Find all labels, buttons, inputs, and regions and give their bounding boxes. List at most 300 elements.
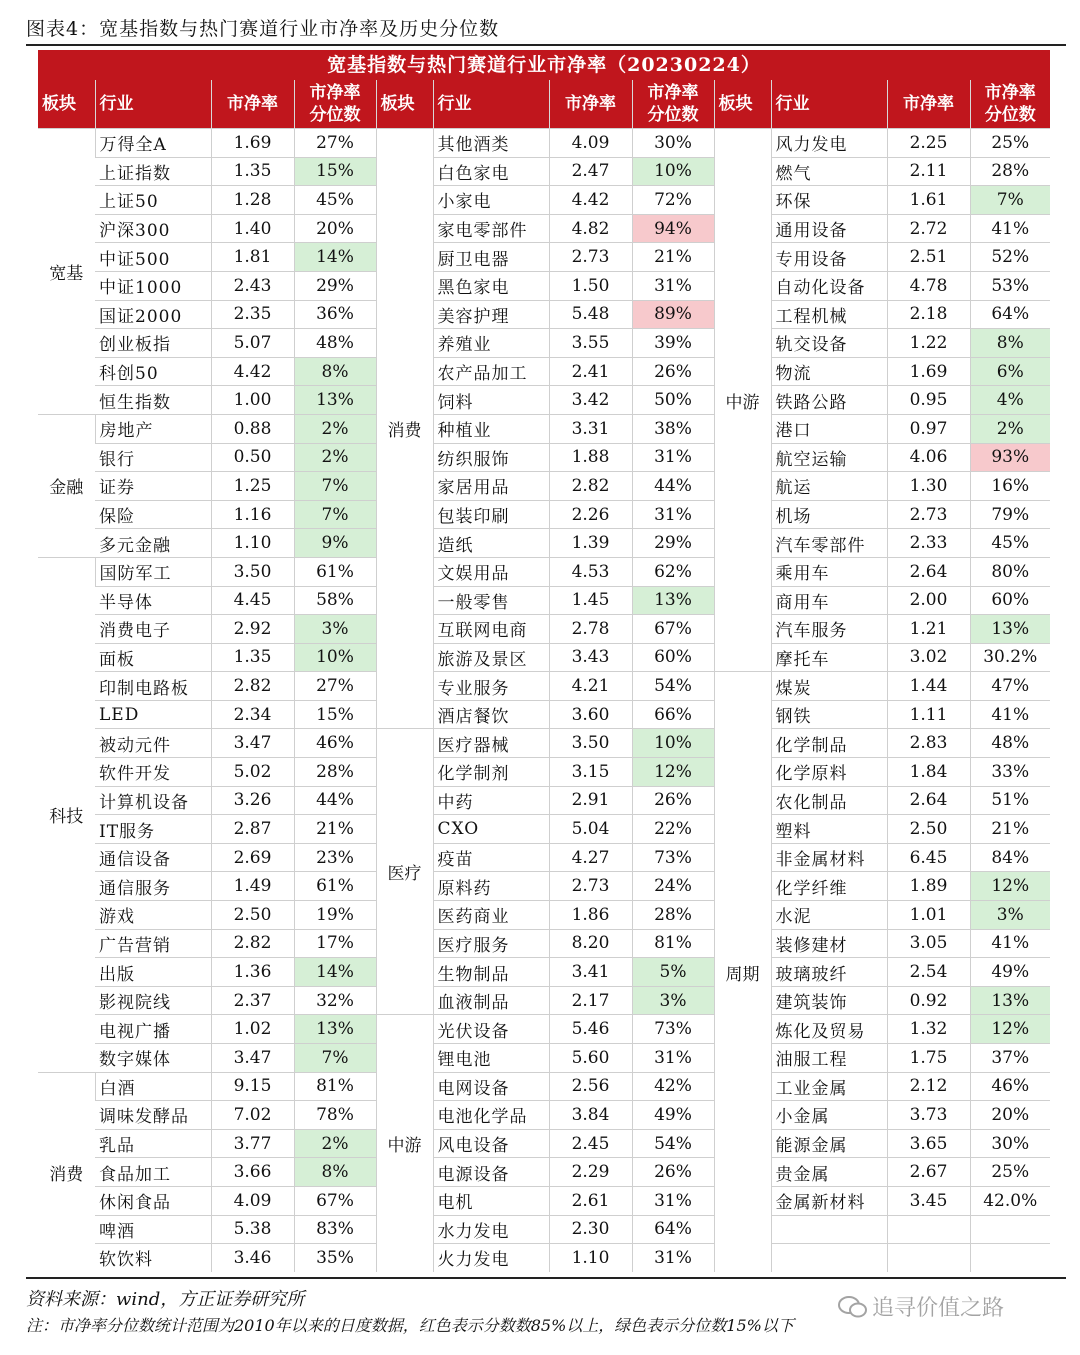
industry-name: 火力发电 [433, 1244, 549, 1272]
industry-name: 医疗服务 [433, 929, 549, 958]
pb-value: 1.10 [211, 529, 294, 558]
wechat-icon [838, 1296, 868, 1318]
pb-value: 2.51 [887, 243, 970, 272]
pb-value: 1.32 [887, 1015, 970, 1044]
industry-name: 休闲食品 [95, 1186, 211, 1215]
percentile-value: 7% [970, 186, 1050, 215]
pb-value: 3.05 [887, 929, 970, 958]
percentile-value: 52% [970, 243, 1050, 272]
industry-name: 专用设备 [771, 243, 887, 272]
pb-value: 1.22 [887, 329, 970, 358]
industry-name: 摩托车 [771, 643, 887, 672]
industry-name: 农产品加工 [433, 357, 549, 386]
percentile-value: 35% [294, 1244, 376, 1272]
industry-name: 多元金融 [95, 529, 211, 558]
pb-value: 2.50 [211, 901, 294, 930]
industry-name: 通信设备 [95, 843, 211, 872]
percentile-value: 41% [970, 929, 1050, 958]
header-row [38, 80, 1050, 129]
percentile-value: 21% [632, 243, 714, 272]
percentile-value: 26% [632, 357, 714, 386]
segment-label: 周期 [714, 672, 771, 1272]
percentile-value: 31% [632, 500, 714, 529]
table-row [38, 529, 1050, 558]
header-pb: 市净率 [211, 80, 294, 129]
industry-name: 养殖业 [433, 329, 549, 358]
pb-value: 2.82 [211, 672, 294, 701]
industry-name: 出版 [95, 958, 211, 987]
industry-name: 科创50 [95, 357, 211, 386]
pb-value: 1.16 [211, 500, 294, 529]
percentile-value: 93% [970, 443, 1050, 472]
table-row [38, 472, 1050, 501]
percentile-value: 30.2% [970, 643, 1050, 672]
segment-label: 中游 [714, 129, 771, 672]
table-row [38, 500, 1050, 529]
table-row [38, 586, 1050, 615]
percentile-value: 31% [632, 1186, 714, 1215]
pb-value: 5.48 [549, 300, 632, 329]
percentile-value: 21% [294, 815, 376, 844]
table-row [38, 271, 1050, 300]
segment-label: 中游 [376, 1015, 433, 1272]
percentile-value: 45% [970, 529, 1050, 558]
pb-value: 2.29 [549, 1158, 632, 1187]
pb-value: 3.41 [549, 958, 632, 987]
industry-name: 面板 [95, 643, 211, 672]
industry-name: 旅游及景区 [433, 643, 549, 672]
pb-value: 2.73 [549, 872, 632, 901]
industry-name: 影视院线 [95, 986, 211, 1015]
percentile-value: 28% [294, 758, 376, 787]
industry-name: 恒生指数 [95, 386, 211, 415]
industry-name: 国防军工 [95, 557, 211, 586]
pb-value: 2.45 [549, 1129, 632, 1158]
table-row [38, 357, 1050, 386]
table-row [38, 1215, 1050, 1244]
percentile-value: 27% [294, 672, 376, 701]
percentile-value: 29% [294, 271, 376, 300]
percentile-value: 12% [970, 1015, 1050, 1044]
percentile-value: 84% [970, 843, 1050, 872]
pb-value: 3.77 [211, 1129, 294, 1158]
pb-value: 5.60 [549, 1044, 632, 1073]
industry-name: 物流 [771, 357, 887, 386]
pb-value: 5.38 [211, 1215, 294, 1244]
percentile-value: 13% [970, 986, 1050, 1015]
pb-value: 1.00 [211, 386, 294, 415]
industry-name: 保险 [95, 500, 211, 529]
pb-value: 2.54 [887, 958, 970, 987]
percentile-value: 6% [970, 357, 1050, 386]
percentile-value: 81% [632, 929, 714, 958]
industry-name [771, 1244, 887, 1272]
table-row [38, 300, 1050, 329]
table-row [38, 758, 1050, 787]
pb-value: 2.30 [549, 1215, 632, 1244]
source-line: 资料来源：wind，方正证券研究所 [26, 1289, 305, 1310]
industry-name: 其他酒类 [433, 129, 549, 158]
pb-value: 1.69 [211, 129, 294, 158]
pb-value: 3.73 [887, 1101, 970, 1130]
percentile-value: 46% [294, 729, 376, 758]
table-row [38, 1101, 1050, 1130]
pb-value: 1.36 [211, 958, 294, 987]
industry-name: 环保 [771, 186, 887, 215]
pb-value: 4.82 [549, 214, 632, 243]
industry-name: 黑色家电 [433, 271, 549, 300]
industry-name: 专业服务 [433, 672, 549, 701]
percentile-value: 7% [294, 1044, 376, 1073]
percentile-value: 16% [970, 472, 1050, 501]
industry-name: 电机 [433, 1186, 549, 1215]
industry-name: 通信服务 [95, 872, 211, 901]
industry-name: 玻璃玻纤 [771, 958, 887, 987]
percentile-value: 42.0% [970, 1186, 1050, 1215]
segment-label: 医疗 [376, 729, 433, 1015]
percentile-value: 28% [632, 901, 714, 930]
table-row [38, 1072, 1050, 1101]
industry-name: LED [95, 700, 211, 729]
pb-value: 1.44 [887, 672, 970, 701]
percentile-value: 45% [294, 186, 376, 215]
pb-value: 4.09 [211, 1186, 294, 1215]
pb-value: 2.82 [211, 929, 294, 958]
pb-value: 2.91 [549, 786, 632, 815]
table-row [38, 1044, 1050, 1073]
industry-name: 沪深300 [95, 214, 211, 243]
table-row [38, 186, 1050, 215]
industry-name: 万得全A [95, 129, 211, 158]
industry-name: 饲料 [433, 386, 549, 415]
table-row [38, 1015, 1050, 1044]
percentile-value: 53% [970, 271, 1050, 300]
industry-name: 文娱用品 [433, 557, 549, 586]
pb-value: 3.50 [549, 729, 632, 758]
pb-value [887, 1244, 970, 1272]
header-pct-line1: 市净率 [309, 83, 361, 103]
percentile-value: 48% [294, 329, 376, 358]
pb-value: 2.11 [887, 157, 970, 186]
percentile-value: 4% [970, 386, 1050, 415]
industry-name: 医药商业 [433, 901, 549, 930]
pb-value: 2.78 [549, 615, 632, 644]
industry-name: 燃气 [771, 157, 887, 186]
pb-value: 2.47 [549, 157, 632, 186]
table-row [38, 1158, 1050, 1187]
industry-name: 酒店餐饮 [433, 700, 549, 729]
industry-name: 工业金属 [771, 1072, 887, 1101]
header-pct-line2: 分位数 [309, 105, 361, 125]
pb-value [887, 1215, 970, 1244]
pb-value: 2.43 [211, 271, 294, 300]
percentile-value: 10% [294, 643, 376, 672]
segment-label: 消费 [38, 1072, 95, 1272]
pb-value: 1.40 [211, 214, 294, 243]
percentile-value: 31% [632, 443, 714, 472]
header-pct-line1: 市净率 [647, 83, 699, 103]
pb-value: 5.04 [549, 815, 632, 844]
pb-value: 1.25 [211, 472, 294, 501]
percentile-value: 41% [970, 700, 1050, 729]
percentile-value: 13% [294, 1015, 376, 1044]
pb-value: 3.15 [549, 758, 632, 787]
industry-name [771, 1215, 887, 1244]
industry-name: 广告营销 [95, 929, 211, 958]
percentile-value: 67% [632, 615, 714, 644]
industry-name: 软件开发 [95, 758, 211, 787]
percentile-value: 14% [294, 958, 376, 987]
header-segment: 板块 [714, 80, 771, 129]
pb-value: 2.41 [549, 357, 632, 386]
percentile-value: 3% [632, 986, 714, 1015]
header-percentile [632, 80, 714, 129]
segment-label: 消费 [376, 129, 433, 729]
percentile-value: 31% [632, 1044, 714, 1073]
table-title: 宽基指数与热门赛道行业市净率（20230224） [38, 50, 1050, 80]
pb-value: 1.28 [211, 186, 294, 215]
industry-name: 锂电池 [433, 1044, 549, 1073]
percentile-value: 20% [294, 214, 376, 243]
industry-name: 房地产 [95, 414, 211, 443]
industry-name: 乘用车 [771, 557, 887, 586]
industry-name: 国证2000 [95, 300, 211, 329]
percentile-value: 41% [970, 214, 1050, 243]
industry-name: 家电零部件 [433, 214, 549, 243]
percentile-value: 49% [632, 1101, 714, 1130]
pb-value: 4.45 [211, 586, 294, 615]
industry-name: 自动化设备 [771, 271, 887, 300]
percentile-value: 12% [632, 758, 714, 787]
percentile-value: 46% [970, 1072, 1050, 1101]
percentile-value: 62% [632, 557, 714, 586]
percentile-value: 8% [294, 357, 376, 386]
table-row [38, 243, 1050, 272]
industry-name: 油服工程 [771, 1044, 887, 1073]
percentile-value: 47% [970, 672, 1050, 701]
percentile-value: 14% [294, 243, 376, 272]
percentile-value: 8% [294, 1158, 376, 1187]
industry-name: 农化制品 [771, 786, 887, 815]
industry-name: 建筑装饰 [771, 986, 887, 1015]
pb-value: 4.27 [549, 843, 632, 872]
header-pct-line2: 分位数 [647, 105, 699, 125]
industry-name: 机场 [771, 500, 887, 529]
pb-value: 1.61 [887, 186, 970, 215]
percentile-value: 73% [632, 843, 714, 872]
percentile-value: 26% [632, 786, 714, 815]
percentile-value: 28% [970, 157, 1050, 186]
table-row [38, 843, 1050, 872]
industry-name: 被动元件 [95, 729, 211, 758]
industry-name: 光伏设备 [433, 1015, 549, 1044]
pb-value: 8.20 [549, 929, 632, 958]
percentile-value: 25% [970, 1158, 1050, 1187]
percentile-value: 44% [294, 786, 376, 815]
industry-name: 生物制品 [433, 958, 549, 987]
industry-name: 白色家电 [433, 157, 549, 186]
pb-value: 2.82 [549, 472, 632, 501]
industry-name: 纺织服饰 [433, 443, 549, 472]
percentile-value: 33% [970, 758, 1050, 787]
percentile-value: 8% [970, 329, 1050, 358]
percentile-value: 15% [294, 157, 376, 186]
percentile-value: 23% [294, 843, 376, 872]
percentile-value: 10% [632, 157, 714, 186]
industry-name: 港口 [771, 414, 887, 443]
pb-value: 1.35 [211, 157, 294, 186]
industry-name: 水力发电 [433, 1215, 549, 1244]
pb-value: 3.55 [549, 329, 632, 358]
percentile-value: 15% [294, 700, 376, 729]
percentile-value: 20% [970, 1101, 1050, 1130]
pb-value: 1.69 [887, 357, 970, 386]
percentile-value: 58% [294, 586, 376, 615]
industry-name: 乳品 [95, 1129, 211, 1158]
pb-value: 3.43 [549, 643, 632, 672]
watermark [838, 1291, 1004, 1322]
pb-value: 2.35 [211, 300, 294, 329]
pb-value: 1.75 [887, 1044, 970, 1073]
industry-name: 种植业 [433, 414, 549, 443]
industry-name: 疫苗 [433, 843, 549, 872]
percentile-value: 10% [632, 729, 714, 758]
table-row [38, 986, 1050, 1015]
pb-value: 2.34 [211, 700, 294, 729]
pb-value: 0.97 [887, 414, 970, 443]
industry-name: 煤炭 [771, 672, 887, 701]
percentile-value: 22% [632, 815, 714, 844]
percentile-value: 54% [632, 1129, 714, 1158]
pb-value: 0.88 [211, 414, 294, 443]
percentile-value: 39% [632, 329, 714, 358]
industry-name: 中证500 [95, 243, 211, 272]
industry-name: 化学原料 [771, 758, 887, 787]
pb-value: 3.50 [211, 557, 294, 586]
percentile-value: 89% [632, 300, 714, 329]
pb-table [38, 80, 1050, 1272]
table-row [38, 129, 1050, 158]
percentile-value: 30% [970, 1129, 1050, 1158]
percentile-value: 31% [632, 1244, 714, 1272]
industry-name: 商用车 [771, 586, 887, 615]
percentile-value: 67% [294, 1186, 376, 1215]
industry-name: 铁路公路 [771, 386, 887, 415]
pb-value: 5.02 [211, 758, 294, 787]
table-row [38, 1129, 1050, 1158]
industry-name: 啤酒 [95, 1215, 211, 1244]
pb-value: 2.56 [549, 1072, 632, 1101]
industry-name: 钢铁 [771, 700, 887, 729]
table-row [38, 214, 1050, 243]
header-industry: 行业 [433, 80, 549, 129]
industry-name: 装修建材 [771, 929, 887, 958]
percentile-value: 37% [970, 1044, 1050, 1073]
pb-value: 3.47 [211, 729, 294, 758]
header-industry: 行业 [95, 80, 211, 129]
industry-name: 轨交设备 [771, 329, 887, 358]
percentile-value: 27% [294, 129, 376, 158]
percentile-value: 64% [632, 1215, 714, 1244]
industry-name: CXO [433, 815, 549, 844]
percentile-value: 24% [632, 872, 714, 901]
pb-value: 7.02 [211, 1101, 294, 1130]
header-industry: 行业 [771, 80, 887, 129]
pb-value: 2.72 [887, 214, 970, 243]
industry-name: 数字媒体 [95, 1044, 211, 1073]
table-row [38, 443, 1050, 472]
table-row [38, 815, 1050, 844]
industry-name: 医疗器械 [433, 729, 549, 758]
industry-name: 包装印刷 [433, 500, 549, 529]
industry-name: 上证50 [95, 186, 211, 215]
pb-value: 6.45 [887, 843, 970, 872]
pb-value: 2.64 [887, 786, 970, 815]
table-row [38, 901, 1050, 930]
industry-name: 塑料 [771, 815, 887, 844]
industry-name: 互联网电商 [433, 615, 549, 644]
industry-name: 银行 [95, 443, 211, 472]
industry-name: 水泥 [771, 901, 887, 930]
pb-value: 2.61 [549, 1186, 632, 1215]
industry-name: 造纸 [433, 529, 549, 558]
industry-name: 工程机械 [771, 300, 887, 329]
percentile-value: 61% [294, 557, 376, 586]
table-row [38, 672, 1050, 701]
percentile-value: 81% [294, 1072, 376, 1101]
percentile-value: 17% [294, 929, 376, 958]
percentile-value: 38% [632, 414, 714, 443]
pb-value: 2.73 [549, 243, 632, 272]
pb-value: 2.73 [887, 500, 970, 529]
industry-name: 汽车服务 [771, 615, 887, 644]
percentile-value: 13% [294, 386, 376, 415]
segment-label: 宽基 [38, 129, 95, 415]
industry-name: 化学制品 [771, 729, 887, 758]
pb-value: 4.42 [211, 357, 294, 386]
table-row [38, 1186, 1050, 1215]
industry-name: IT服务 [95, 815, 211, 844]
pb-value: 2.83 [887, 729, 970, 758]
industry-name: 上证指数 [95, 157, 211, 186]
percentile-value: 42% [632, 1072, 714, 1101]
industry-name: 贵金属 [771, 1158, 887, 1187]
table-row [38, 786, 1050, 815]
percentile-value: 9% [294, 529, 376, 558]
percentile-value: 2% [294, 414, 376, 443]
pb-value: 3.26 [211, 786, 294, 815]
table-row [38, 414, 1050, 443]
industry-name: 电源设备 [433, 1158, 549, 1187]
pb-value: 3.84 [549, 1101, 632, 1130]
pb-value: 1.45 [549, 586, 632, 615]
percentile-value: 29% [632, 529, 714, 558]
percentile-value: 54% [632, 672, 714, 701]
percentile-value: 13% [970, 615, 1050, 644]
percentile-value: 51% [970, 786, 1050, 815]
industry-name: 小金属 [771, 1101, 887, 1130]
industry-name: 电视广播 [95, 1015, 211, 1044]
pb-value: 1.35 [211, 643, 294, 672]
percentile-value [970, 1244, 1050, 1272]
pb-value: 1.02 [211, 1015, 294, 1044]
pb-value: 2.92 [211, 615, 294, 644]
percentile-value: 83% [294, 1215, 376, 1244]
industry-name: 小家电 [433, 186, 549, 215]
percentile-value: 32% [294, 986, 376, 1015]
header-percentile [970, 80, 1050, 129]
pb-value: 1.10 [549, 1244, 632, 1272]
